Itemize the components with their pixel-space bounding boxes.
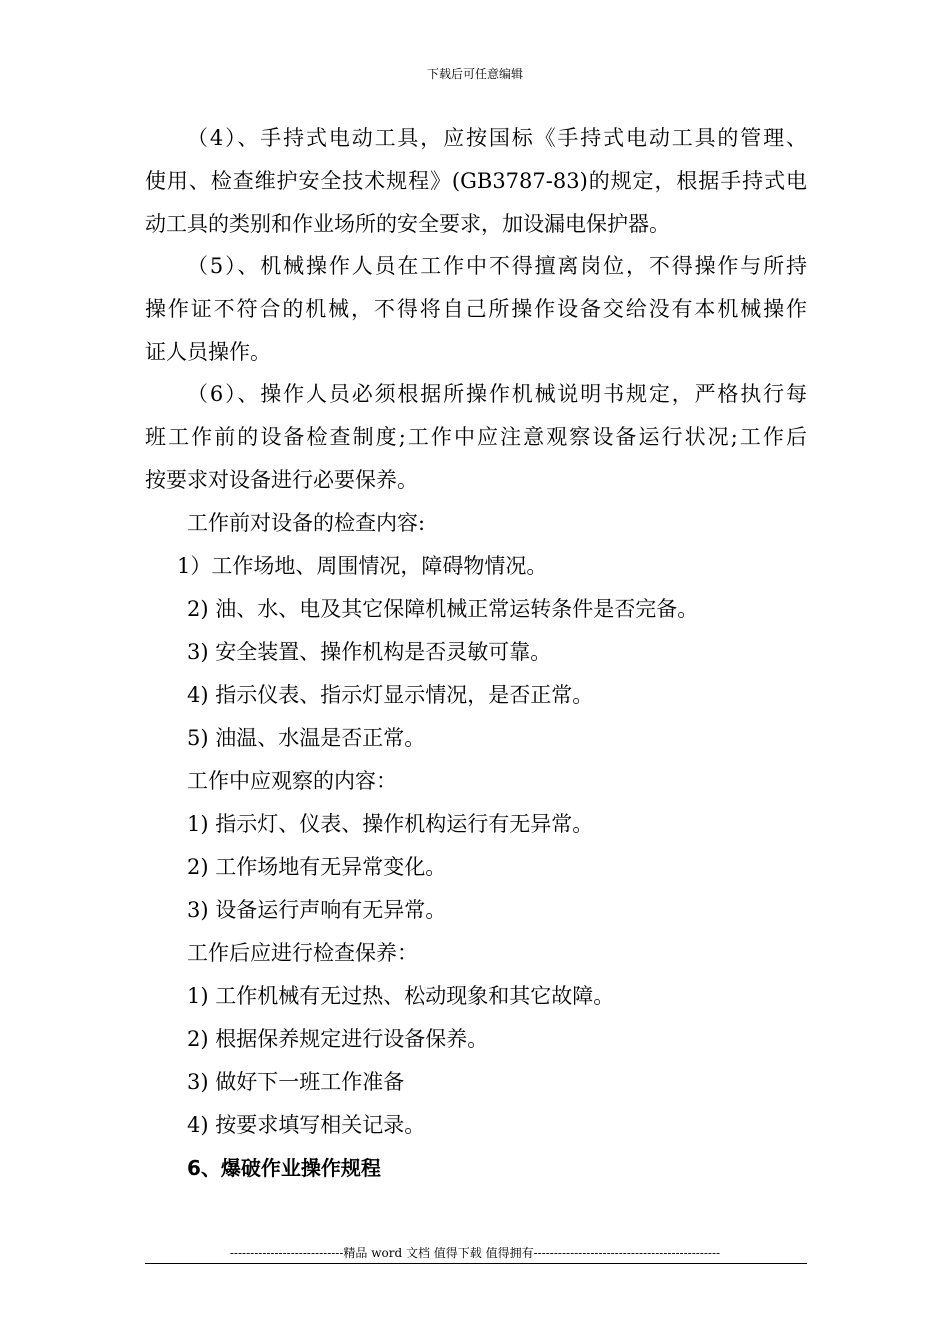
after-work-item-2: 2) 根据保养规定进行设备保养。	[187, 1027, 489, 1051]
before-work-item-3: 3) 安全装置、操作机构是否灵敏可靠。	[187, 640, 552, 664]
after-work-title: 工作后应进行检查保养：	[187, 941, 418, 965]
during-work-item-2: 2) 工作场地有无异常变化。	[187, 855, 447, 879]
paragraph-5-line-1: （5）、机械操作人员在工作中不得擅离岗位，不得操作与所持	[187, 254, 807, 278]
paragraph-4-line-1: （4）、手持式电动工具，应按国标《手持式电动工具的管理、	[187, 126, 807, 150]
paragraph-6-line-2: 班工作前的设备检查制度;工作中应注意观察设备运行状况;工作后	[145, 425, 807, 449]
paragraph-4-line-3: 动工具的类别和作业场所的安全要求，加设漏电保护器。	[145, 212, 670, 236]
footer-divider	[145, 1263, 807, 1264]
during-work-title: 工作中应观察的内容：	[187, 769, 397, 793]
page-footer: ----------------------------精品 word 文档 值得下载 值得拥有----------------------------------------------	[229, 1246, 721, 1260]
paragraph-5-line-2: 操作证不符合的机械，不得将自己所操作设备交给没有本机械操作	[145, 297, 807, 321]
paragraph-4-line-2: 使用、检查维护安全技术规程》(GB3787-83)的规定，根据手持式电	[145, 169, 807, 193]
paragraph-6-line-1: （6）、操作人员必须根据所操作机械说明书规定，严格执行每	[187, 382, 807, 406]
paragraph-6-line-3: 按要求对设备进行必要保养。	[145, 468, 418, 492]
after-work-item-1: 1) 工作机械有无过热、松动现象和其它故障。	[187, 984, 615, 1008]
after-work-item-4: 4) 按要求填写相关记录。	[187, 1113, 426, 1137]
paragraph-5-line-3: 证人员操作。	[145, 340, 271, 364]
during-work-item-3: 3) 设备运行声响有无异常。	[187, 898, 447, 922]
before-work-item-5: 5) 油温、水温是否正常。	[187, 726, 426, 750]
after-work-item-3: 3) 做好下一班工作准备	[187, 1070, 405, 1094]
before-work-item-4: 4) 指示仪表、指示灯显示情况，是否正常。	[187, 683, 594, 707]
before-work-title: 工作前对设备的检查内容:	[187, 511, 426, 535]
page-header: 下载后可任意编辑	[426, 67, 523, 81]
before-work-item-2: 2) 油、水、电及其它保障机械正常运转条件是否完备。	[187, 597, 699, 621]
before-work-item-1: 1）工作场地、周围情况，障碍物情况。	[177, 554, 548, 578]
section-heading: 6、爆破作业操作规程	[187, 1156, 381, 1180]
during-work-item-1: 1) 指示灯、仪表、操作机构运行有无异常。	[187, 812, 594, 836]
